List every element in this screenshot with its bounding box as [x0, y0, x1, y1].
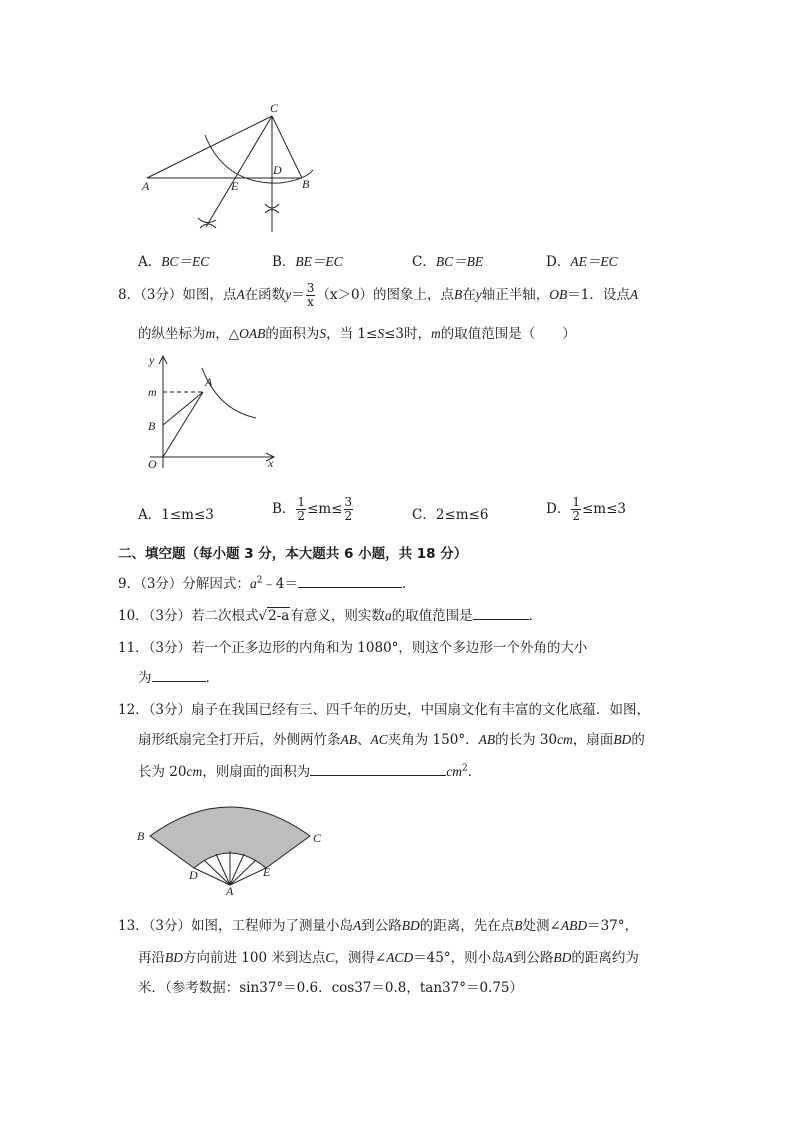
arc-mark-left	[198, 218, 216, 223]
q13-line-3: 米．（参考数据：sin37°＝0.6．cos37＝0.8，tan37°＝0.75）	[138, 980, 524, 996]
q12-line-1: 12．（3分）扇子在我国已经有三、四千年的历史，中国扇文化有丰富的文化底蕴．如图，	[118, 702, 651, 718]
figure-q12	[130, 788, 330, 898]
rib-2	[216, 854, 230, 885]
segment-OA	[163, 392, 203, 457]
label-D: D	[273, 163, 282, 177]
figure-q7	[130, 100, 330, 235]
figure-q8	[140, 350, 285, 475]
label-E: E	[231, 179, 239, 193]
arc-construction	[205, 135, 313, 183]
rib-4	[230, 854, 244, 885]
q8-fraction: $\frac{3}{x}$	[306, 281, 315, 309]
label-A: A	[205, 375, 213, 389]
rib-1	[204, 860, 230, 885]
answer-blank[interactable]	[473, 605, 529, 620]
section-title: 二、填空题（每小题 3 分，本大题共 6 小题，共 18 分）	[118, 546, 468, 562]
q13-line-2: 再沿BD方向前进 100 米到达点C，测得∠ACD＝45°，则小岛A到公路BD的距离约为	[138, 950, 639, 966]
q10: 10．（3分）若二次根式√2-a有意义，则实数a的取值范围是 ．	[118, 604, 542, 624]
q8-option-a: A．1≤m≤3	[138, 507, 214, 523]
rib-AE	[230, 868, 266, 885]
answer-blank[interactable]	[310, 761, 446, 776]
answer-blank[interactable]	[298, 573, 402, 588]
label-A: A	[226, 884, 234, 898]
label-O: O	[148, 457, 157, 471]
q8-line-1: 8．（3分）如图，点A在函数y＝ $\frac{3}{x}$ （x＞0）的图象上，点B在y轴正半轴，OB＝1．设点A	[118, 281, 639, 309]
answer-blank[interactable]	[152, 667, 206, 682]
label-C: C	[270, 101, 279, 115]
q12-line-2: 扇形纸扇完全打开后，外侧两竹条AB、AC夹角为 150°．AB的长为 30cm，扇面BD的	[138, 732, 645, 748]
label-B: B	[148, 419, 156, 433]
q11-line-2: 为 ．	[138, 666, 219, 686]
label-m: m	[148, 385, 157, 399]
q8-option-d: D． $\frac{1}{2}$ ≤m≤3	[546, 495, 626, 523]
q8-line-2: 的纵坐标为m，△OAB的面积为S，当 1≤S≤3时，m的取值范围是（ ）	[138, 326, 576, 342]
label-D: D	[189, 868, 198, 882]
q7-option-d: D．AE＝EC	[546, 254, 618, 270]
label-y: y	[149, 353, 155, 367]
segment-BA	[163, 392, 203, 425]
label-B: B	[137, 829, 145, 843]
q8-option-b: B． $\frac{1}{2}$ ≤m≤ $\frac{3}{2}$	[272, 495, 353, 523]
q9: 9．（3分）分解因式：$a^2﹣4=$ ．	[118, 572, 416, 592]
label-B: B	[302, 177, 310, 191]
rib-AD	[194, 868, 230, 885]
label-A: A	[142, 179, 150, 193]
label-E: E	[263, 865, 271, 879]
q12-line-3: 长为 20cm，则扇面的面积为 $cm^2$．	[138, 760, 481, 780]
rib-5	[230, 860, 256, 885]
q7-option-c: C．BC＝BE	[412, 254, 484, 270]
q7-option-b: B．BE＝EC	[272, 254, 343, 270]
q11-line-1: 11．（3分）若一个正多边形的内角和为 1080°，则这个多边形一个外角的大小	[118, 640, 588, 656]
q7-option-a: A．BC＝EC	[138, 254, 210, 270]
label-x: x	[268, 456, 274, 470]
label-C: C	[313, 831, 322, 845]
q13-line-1: 13．（3分）如图，工程师为了测量小岛A到公路BD的距离，先在点B处测∠ABD＝37°，	[118, 918, 639, 934]
q8-option-c: C．2≤m≤6	[412, 507, 489, 523]
